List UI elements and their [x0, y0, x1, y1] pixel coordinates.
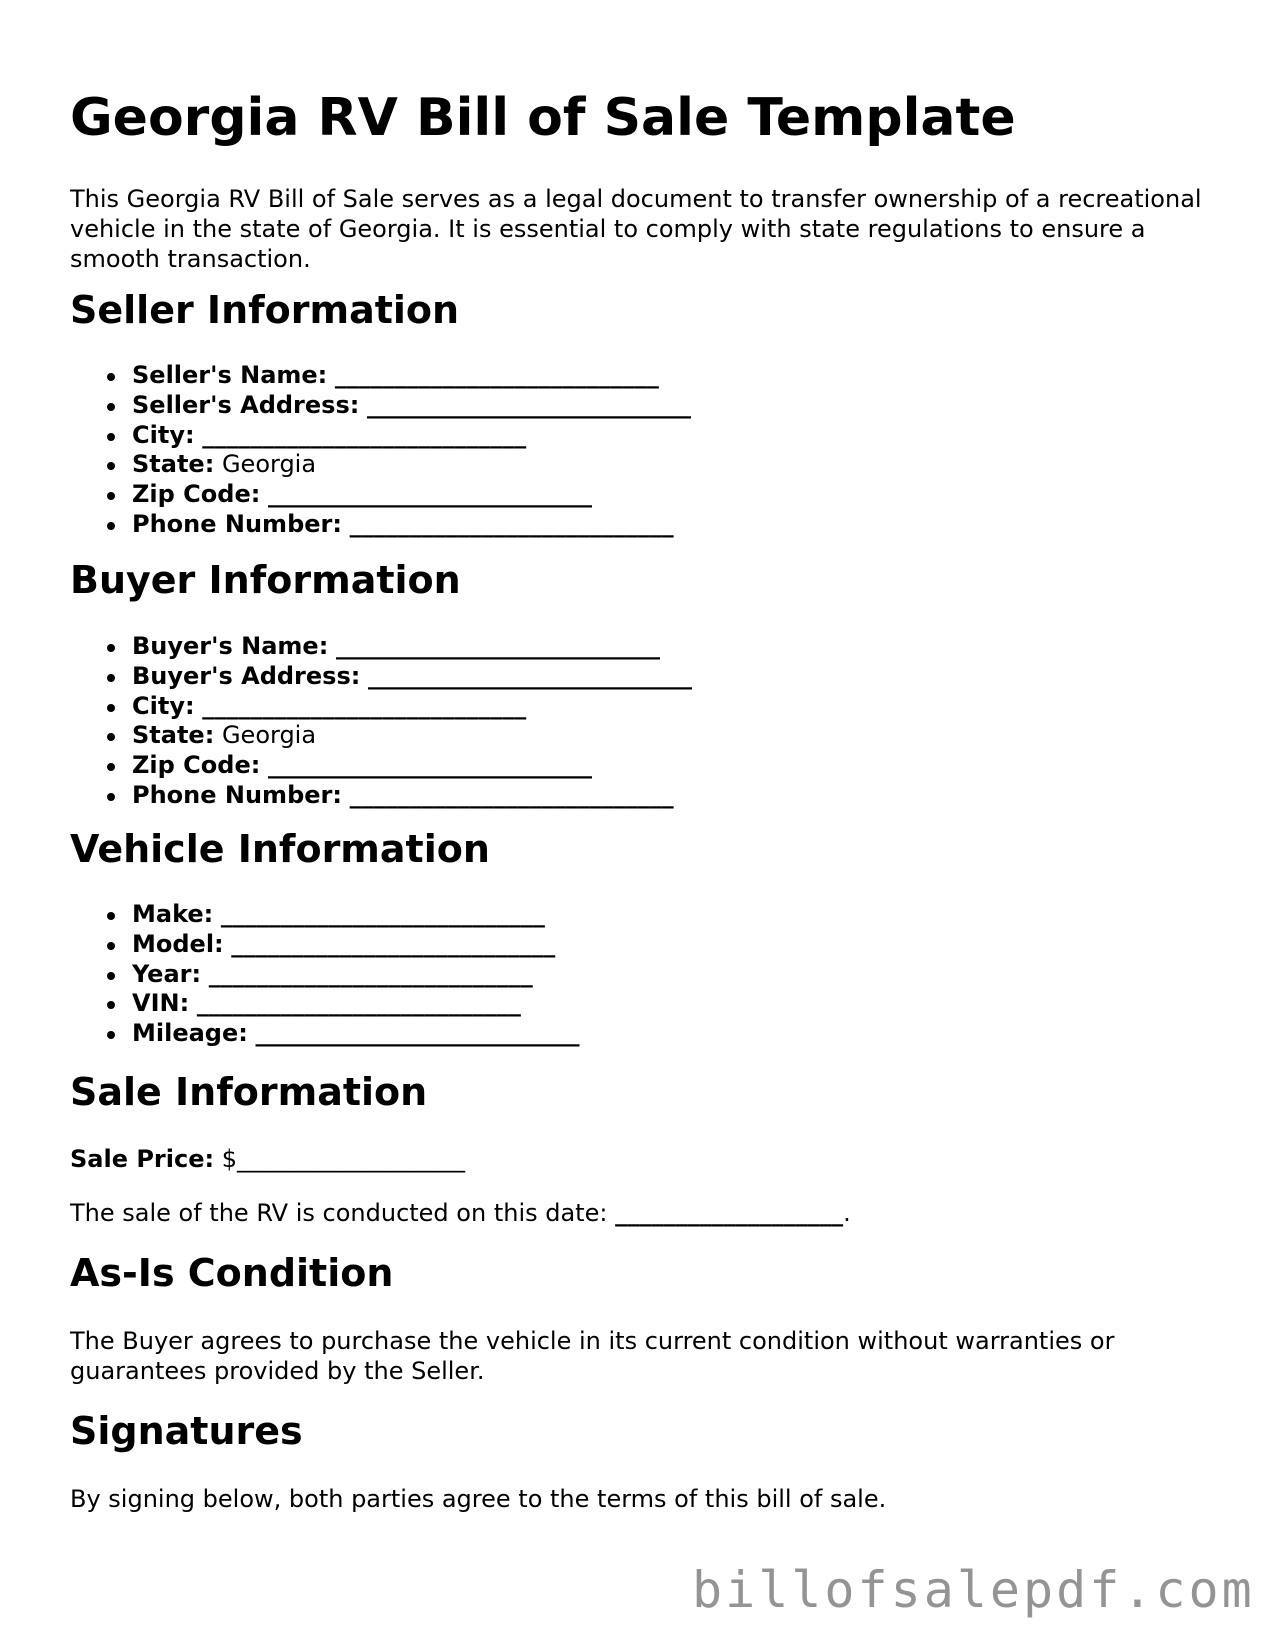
sale-date-suffix: .: [843, 1199, 851, 1227]
blank-line: ___________________________: [334, 361, 659, 389]
vehicle-mileage-item: [70, 1019, 580, 1049]
signatures-paragraph: By signing below, both parties agree to the terms of this bill of sale.: [70, 1485, 887, 1513]
currency-symbol: $: [221, 1145, 238, 1173]
blank-line: ___________________________: [366, 390, 691, 419]
sale-price-label: Sale Price:: [70, 1145, 215, 1173]
buyer-address-item: [70, 662, 692, 692]
seller-heading: Seller Information: [70, 288, 460, 332]
blank-line: ___________________________: [267, 480, 592, 509]
blank-line: ___________________________: [335, 632, 660, 660]
item-label: Zip Code:: [132, 751, 261, 780]
item-label: Make:: [132, 900, 214, 928]
buyer-heading: Buyer Information: [70, 558, 461, 602]
seller-state-item: [70, 450, 691, 480]
item-label: Mileage:: [132, 1019, 248, 1048]
item-label: Phone Number:: [132, 780, 342, 809]
item-label: Seller's Address:: [132, 390, 360, 419]
blank-line: ___________________________: [349, 780, 674, 809]
item-value: Georgia: [221, 721, 317, 750]
seller-list: [70, 361, 691, 540]
item-label: Seller's Name:: [132, 361, 328, 389]
vehicle-model-item: [70, 930, 580, 960]
vehicle-make-item: [70, 900, 580, 930]
item-label: State:: [132, 721, 215, 750]
buyer-city-item: [70, 692, 692, 722]
blank-line: ___________________________: [255, 1019, 580, 1048]
item-label: State:: [132, 450, 215, 479]
sale-date-line: [70, 1198, 851, 1228]
buyer-zip-item: [70, 751, 692, 781]
item-label: Zip Code:: [132, 480, 261, 509]
vehicle-year-item: [70, 960, 580, 990]
sale-price-line: [70, 1144, 465, 1174]
seller-name-item: [70, 361, 691, 391]
page-title: Georgia RV Bill of Sale Template: [70, 88, 1016, 148]
buyer-state-item: [70, 721, 692, 751]
item-label: Buyer's Name:: [132, 632, 329, 660]
vehicle-list: [70, 900, 580, 1049]
seller-zip-item: [70, 480, 691, 510]
item-label: Buyer's Address:: [132, 661, 361, 690]
signatures-heading: Signatures: [70, 1409, 303, 1453]
intro-paragraph: This Georgia RV Bill of Sale serves as a legal document to transfer ownership of a recreational vehicle in the state of Georgia. It is essential to comply with state regulations to ensure a smooth transaction.: [70, 185, 1202, 273]
item-label: City:: [132, 420, 195, 449]
seller-phone-item: [70, 510, 691, 540]
item-label: VIN:: [132, 989, 190, 1018]
buyer-phone-item: [70, 781, 692, 811]
vehicle-heading: Vehicle Information: [70, 827, 490, 871]
blank-line: ___________________________: [267, 751, 592, 780]
blank-line: ___________________________: [349, 509, 674, 538]
as-is-heading: As-Is Condition: [70, 1251, 394, 1295]
sale-heading: Sale Information: [70, 1070, 428, 1114]
buyer-list: [70, 632, 692, 811]
blank-line: ___________________________: [367, 661, 692, 690]
item-label: Model:: [132, 929, 224, 958]
blank-line: ___________________________: [196, 989, 521, 1018]
seller-city-item: [70, 421, 691, 451]
item-label: City:: [132, 691, 195, 720]
as-is-paragraph: The Buyer agrees to purchase the vehicle in its current condition without warranties or guarantees provided by the Seller.: [70, 1327, 1115, 1385]
item-value: Georgia: [221, 450, 317, 479]
watermark-text: billofsalepdf.com: [692, 1561, 1255, 1619]
blank-line: ___________________________: [202, 420, 527, 449]
buyer-name-item: [70, 632, 692, 662]
seller-address-item: [70, 391, 691, 421]
item-label: Phone Number:: [132, 509, 342, 538]
blank-line: ___________________________: [208, 959, 533, 988]
sale-date-text: The sale of the RV is conducted on this date:: [70, 1199, 608, 1227]
sale-price-blank: ___________________: [237, 1145, 466, 1173]
blank-line: ___________________________: [220, 900, 545, 928]
blank-line: ___________________________: [231, 929, 556, 958]
vehicle-vin-item: [70, 989, 580, 1019]
item-label: Year:: [132, 959, 202, 988]
blank-line: ___________________________: [202, 691, 527, 720]
sale-date-blank: ___________________: [615, 1199, 844, 1227]
